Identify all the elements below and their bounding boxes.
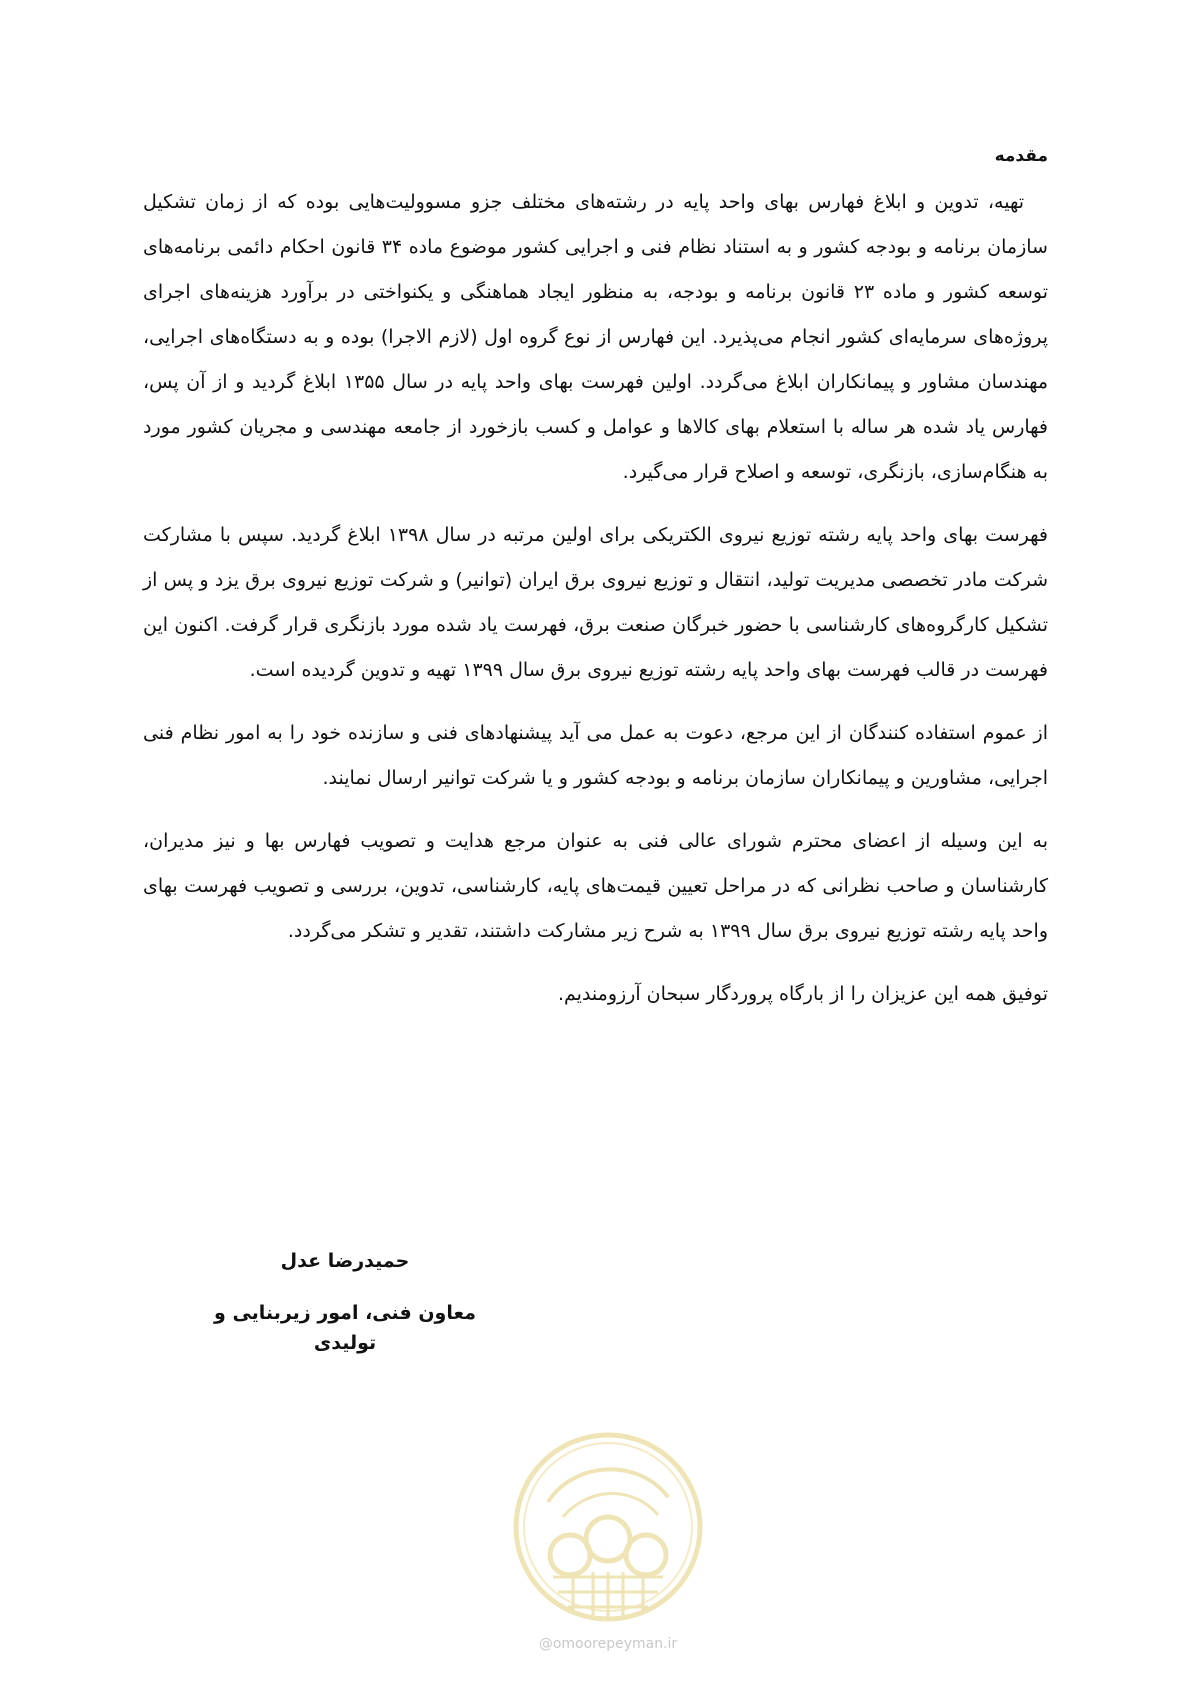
paragraph-history: فهرست بهای واحد پایه رشته توزیع نیروی الکتریکی برای اولین مرتبه در سال ۱۳۹۸ ابلاغ گردید. سپس با مشارکت شرکت مادر تخصصی مدیریت تولید، انتقال و توزیع نیروی برق ایران (توانیر) و شرکت توزیع نیروی برق یزد و پس از تشکیل کارگروه‌های کارشناسی با حضور خبرگان صنعت برق، فهرست یاد شده مورد بازنگری قرار گرفت. اکنون این فهرست در قالب فهرست بهای واحد پایه رشته توزیع نیروی برق سال ۱۳۹۹ تهیه و تدوین گردیده است. [143, 524, 1048, 681]
paragraph-feedback: از عموم استفاده کنندگان از این مرجع، دعوت به عمل می آید پیشنهادهای فنی و سازنده خود را به امور نظام فنی اجرایی، مشاورین و پیمانکاران سازمان برنامه و بودجه کشور و یا شرکت توانیر ارسال نمایند. [143, 722, 1048, 789]
document-body [143, 180, 1048, 1017]
paragraph-intro: تهیه، تدوین و ابلاغ فهارس بهای واحد پایه در رشته‌های مختلف جزو مسوولیت‌هایی بوده که از زمان تشکیل سازمان برنامه و بودجه کشور و به استناد نظام فنی و اجرایی کشور موضوع ماده ۳۴ قانون احکام دائمی برنامه‌های توسعه کشور و ماده ۲۳ قانون برنامه و بودجه، به منظور ایجاد هماهنگی و یکنواختی در برآورد هزینه‌های اجرای پروژه‌های سرمایه‌ای کشور انجام می‌پذیرد. این فهارس از نوع گروه اول (لازم الاجرا) بوده و به دستگاه‌های اجرایی، مهندسان مشاور و پیمانکاران ابلاغ می‌گردد. اولین فهرست بهای واحد پایه در سال ۱۳۵۵ ابلاغ گردید و از آن پس، فهارس یاد شده هر ساله با استعلام بهای کالاها و عوامل و کسب بازخورد از جامعه مهندسی و مجریان کشور مورد به هنگام‌سازی، بازنگری، توسعه و اصلاح قرار می‌گیرد. [143, 191, 1049, 483]
signature-block [180, 1246, 510, 1358]
paragraph-thanks: به این وسیله از اعضای محترم شورای عالی فنی به عنوان مرجع هدایت و تصویب فهارس بها و نیز مدیران، کارشناسان و صاحب نظرانی که در مراحل تعیین قیمت‌های پایه، کارشناسی، تدوین، بررسی و تصویب فهرست بهای واحد پایه رشته توزیع نیروی برق سال ۱۳۹۹ به شرح زیر مشارکت داشتند، تقدیر و تشکر می‌گردد. [143, 830, 1048, 942]
page-heading: مقدمه [994, 146, 1048, 166]
signatory-title: معاون فنی، امور زیربنایی و تولیدی [214, 1302, 476, 1354]
signatory-name: حمیدرضا عدل [280, 1250, 410, 1272]
watermark-url: @omoorepeyman.ir [538, 1636, 678, 1652]
closing-line: توفیق همه این عزیزان را از بارگاه پروردگار سبحان آرزومندیم. [557, 983, 1048, 1005]
watermark-logo-icon [508, 1427, 708, 1627]
